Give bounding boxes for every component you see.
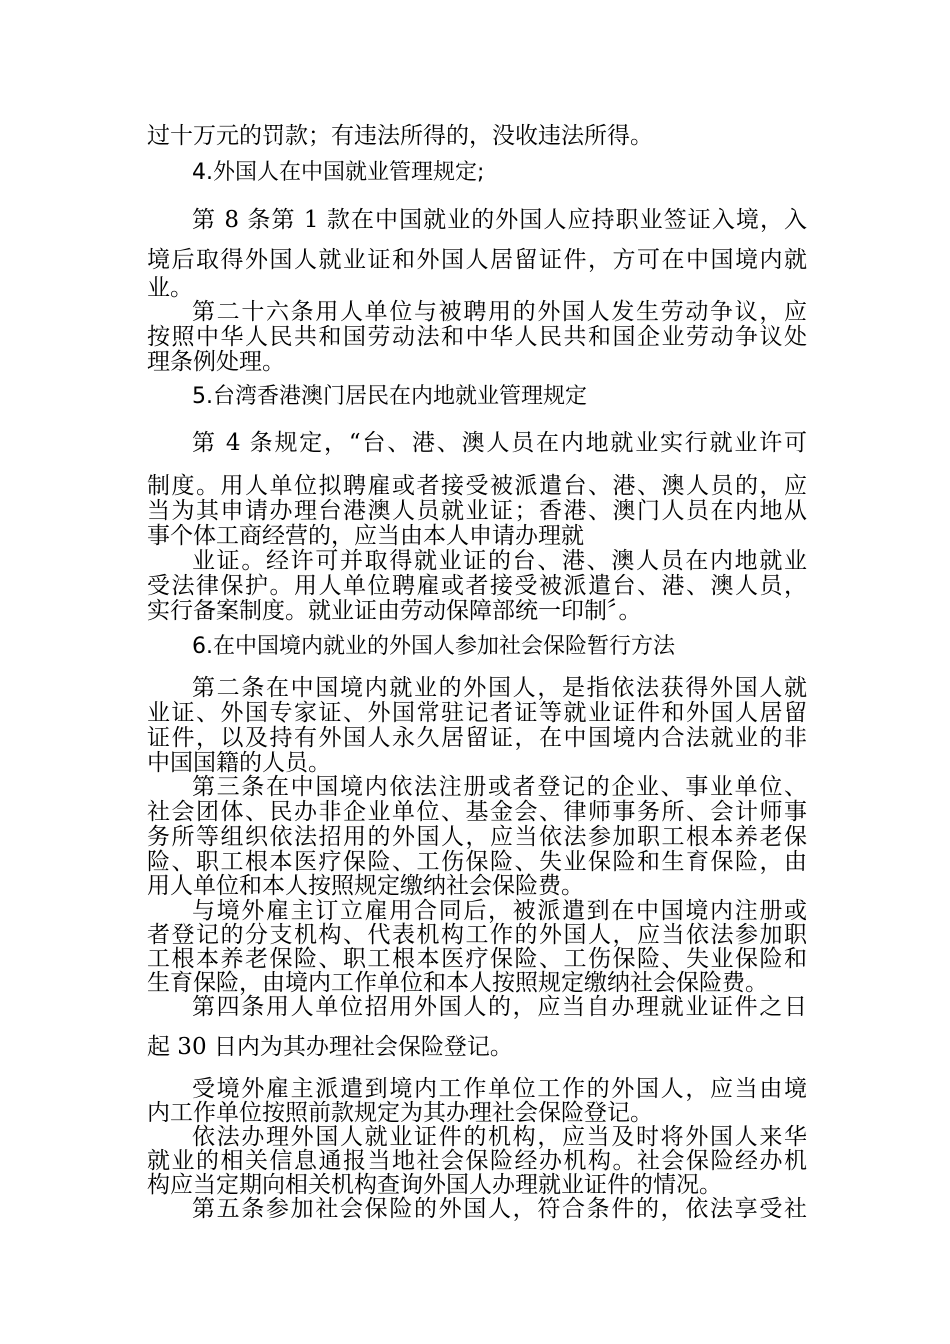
text-line: 用人单位和本人按照规定缴纳社会保险费。: [147, 873, 584, 899]
text-line: 第二条在中国境内就业的外国人，是指依法获得外国人就: [192, 675, 807, 701]
text-line: 第四条用人单位招用外国人的，应当自办理就业证件之日: [192, 994, 807, 1020]
text-line: 境后取得外国人就业证和外国人居留证件，方可在中国境内就: [147, 247, 807, 273]
text-line: 依法办理外国人就业证件的机构，应当及时将外国人来华: [192, 1124, 807, 1150]
text-line: 过十万元的罚款；有违法所得的，没收违法所得。: [147, 123, 653, 149]
text-line: 险、职工根本医疗保险、工伤保险、失业保险和生育保险，由: [147, 849, 807, 875]
section-heading: 5.台湾香港澳门居民在内地就业管理规定: [192, 384, 587, 409]
text-line: 第三条在中国境内依法注册或者登记的企业、事业单位、: [192, 774, 807, 800]
text-line: 工根本养老保险、职工根本医疗保险、工伤保险、失业保险和: [147, 946, 807, 972]
text-line: 生育保险，由境内工作单位和本人按照规定缴纳社会保险费。: [147, 970, 768, 996]
text-line: 证件，以及持有外国人永久居留证，在中国境内合法就业的非: [147, 725, 807, 751]
text-line: 与境外雇主订立雇用合同后，被派遣到在中国境内注册或: [192, 898, 807, 924]
text-line: 事个体工商经营的，应当由本人申请办理就: [147, 523, 584, 549]
text-line: 中国国籍的人员。: [147, 750, 331, 776]
text-line: 社会团体、民办非企业单位、基金会、律师事务所、会计师事: [147, 799, 807, 825]
text-line: 按照中华人民共和国劳动法和中华人民共和国企业劳动争议处: [147, 324, 807, 350]
text-line: 构应当定期向相关机构查询外国人办理就业证件的情况。: [147, 1172, 722, 1198]
text-line: 制度。用人单位拟聘雇或者接受被派遣台、港、澳人员的，应: [147, 473, 807, 499]
text-line: 务所等组织依法招用的外国人，应当依法参加职工根本养老保: [147, 824, 807, 850]
section-heading: 6.在中国境内就业的外国人参加社会保险暂行方法: [192, 634, 675, 659]
text-line: 第 8 条第 1 款在中国就业的外国人应持职业签证入境，入: [192, 207, 807, 233]
text-line: 当为其申请办理台港澳人员就业证；香港、澳门人员在内地从: [147, 498, 807, 524]
text-line: 业。: [147, 275, 193, 301]
text-line: 业证、外国专家证、外国常驻记者证等就业证件和外国人居留: [147, 700, 807, 726]
text-line: 者登记的分支机构、代表机构工作的外国人，应当依法参加职: [147, 922, 807, 948]
text-line: 就业的相关信息通报当地社会保险经办机构。社会保险经办机: [147, 1148, 807, 1174]
text-line: 受境外雇主派遣到境内工作单位工作的外国人，应当由境: [192, 1076, 807, 1102]
text-line: 实行备案制度。就业证由劳动保障部统一印制〞。: [147, 598, 642, 624]
text-line: 起 30 日内为其办理社会保险登记。: [147, 1034, 513, 1060]
section-heading: 4.外国人在中国就业管理规定;: [192, 160, 485, 185]
text-line: 第 4 条规定，“台、港、澳人员在内地就业实行就业许可: [192, 430, 807, 456]
text-line: 内工作单位按照前款规定为其办理社会保险登记。: [147, 1100, 653, 1126]
text-line: 受法律保护。用人单位聘雇或者接受被派遣台、港、澳人员，: [147, 573, 807, 599]
text-line: 理条例处理。: [147, 349, 285, 375]
text-line: 第二十六条用人单位与被聘用的外国人发生劳动争议，应: [192, 299, 807, 325]
text-line: 业证。经许可并取得就业证的台、港、澳人员在内地就业: [192, 548, 807, 574]
text-line: 第五条参加社会保险的外国人，符合条件的，依法享受社: [192, 1196, 807, 1222]
